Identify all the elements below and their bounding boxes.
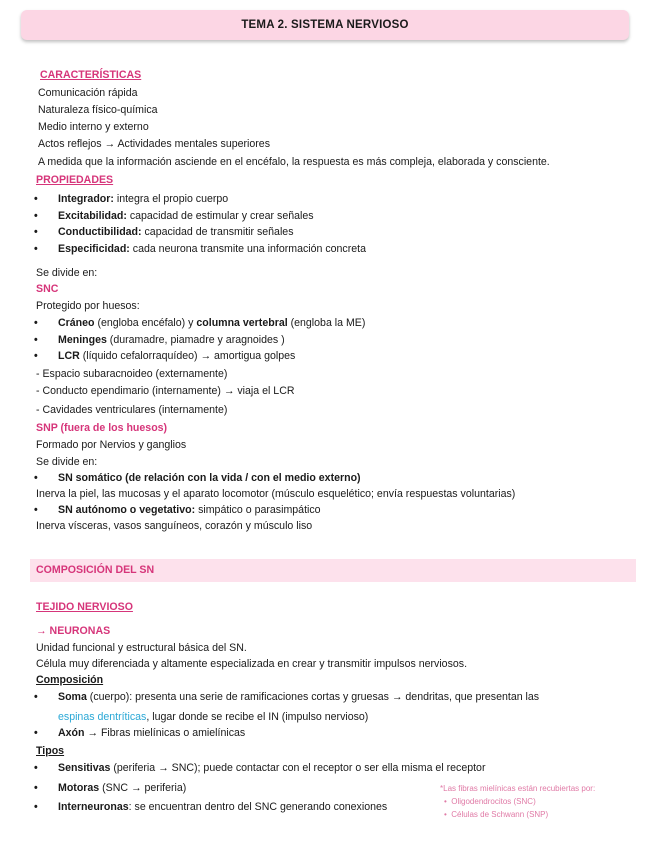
tipos-label: Tipos — [36, 745, 65, 757]
soma-item: • Soma (cuerpo): presenta una serie de ramificaciones cortas y gruesas → dendritas, que presentan las — [58, 691, 539, 704]
propiedad-item: • Integrador: integra el propio cuerpo — [58, 193, 228, 206]
caracteristica-line: Medio interno y externo — [38, 121, 149, 133]
snc-item: • LCR (líquido cefalorraquídeo) → amortigua golpes — [58, 350, 295, 363]
snp-somatico: • SN somático (de relación con la vida / con el medio externo) — [58, 472, 361, 485]
tipo-item: • Motoras (SNC → periferia) — [58, 782, 186, 795]
axon-item: • Axón → Fibras mielínicas o amielínicas — [58, 727, 245, 740]
composicion-heading: COMPOSICIÓN DEL SN — [36, 564, 155, 576]
composicion-section-bar — [30, 559, 636, 582]
propiedad-item: • Conductibilidad: capacidad de transmitir señales — [58, 226, 294, 239]
propiedad-item: • Especificidad: cada neurona transmite una información concreta — [58, 243, 366, 256]
se-divide-label: Se divide en: — [36, 267, 98, 279]
caracteristica-line: A medida que la información asciende en el encéfalo, la respuesta es más compleja, elaborada y consciente. — [38, 156, 550, 168]
note-item: • Oligodendrocitos (SNC) — [444, 797, 536, 806]
note-title: *Las fibras mielínicas están recubiertas por: — [440, 784, 596, 793]
neurona-line: Célula muy diferenciada y altamente especializada en crear y transmitir impulsos nerviosos. — [36, 658, 468, 670]
propiedades-heading: PROPIEDADES — [36, 174, 114, 186]
tipo-item: • Interneuronas: se encuentran dentro del SNC generando conexiones — [58, 801, 387, 814]
composicion-label: Composición — [36, 674, 104, 686]
snc-item: • Cráneo (engloba encéfalo) y columna vertebral (engloba la ME) — [58, 317, 365, 330]
propiedad-item: • Excitabilidad: capacidad de estimular y crear señales — [58, 210, 314, 223]
snc-heading: SNC — [36, 283, 59, 295]
neuronas-heading: → NEURONAS — [36, 625, 111, 637]
snp-autonomo-desc: Inerva vísceras, vasos sanguíneos, corazón y músculo liso — [36, 520, 313, 532]
tipo-item: • Sensitivas (periferia → SNC); puede contactar con el receptor o ser ella misma el receptor — [58, 762, 485, 775]
snp-heading: SNP (fuera de los huesos) — [36, 422, 168, 434]
caracteristicas-heading: CARACTERÍSTICAS — [40, 69, 142, 81]
snp-somatico-desc: Inerva la piel, las mucosas y el aparato locomotor (músculo esquelético; envía respuestas voluntarias) — [36, 488, 516, 500]
snc-intro: Protegido por huesos: — [36, 300, 140, 312]
snc-dash-item: - Conducto ependimario (internamente) → viaja el LCR — [36, 385, 295, 397]
neurona-line: Unidad funcional y estructural básica del SN. — [36, 642, 247, 654]
snc-item: • Meninges (duramadre, piamadre y aragnoides ) — [58, 334, 285, 347]
snp-intro: Formado por Nervios y ganglios — [36, 439, 187, 451]
snp-divide-label: Se divide en: — [36, 456, 98, 468]
caracteristica-line: Comunicación rápida — [38, 87, 138, 99]
snc-dash-item: - Espacio subaracnoideo (externamente) — [36, 368, 228, 380]
caracteristica-line: Actos reflejos → Actividades mentales superiores — [38, 138, 270, 150]
soma-item-cont: espinas dentríticas, lugar donde se recibe el IN (impulso nervioso) — [58, 711, 369, 723]
page-title: TEMA 2. SISTEMA NERVIOSO — [21, 10, 629, 40]
snp-autonomo: • SN autónomo o vegetativo: simpático o parasimpático — [58, 504, 321, 517]
tejido-heading: TEJIDO NERVIOSO — [36, 601, 133, 613]
note-item: • Células de Schwann (SNP) — [444, 810, 549, 819]
caracteristica-line: Naturaleza físico-química — [38, 104, 158, 116]
snc-dash-item: - Cavidades ventriculares (internamente) — [36, 404, 228, 416]
